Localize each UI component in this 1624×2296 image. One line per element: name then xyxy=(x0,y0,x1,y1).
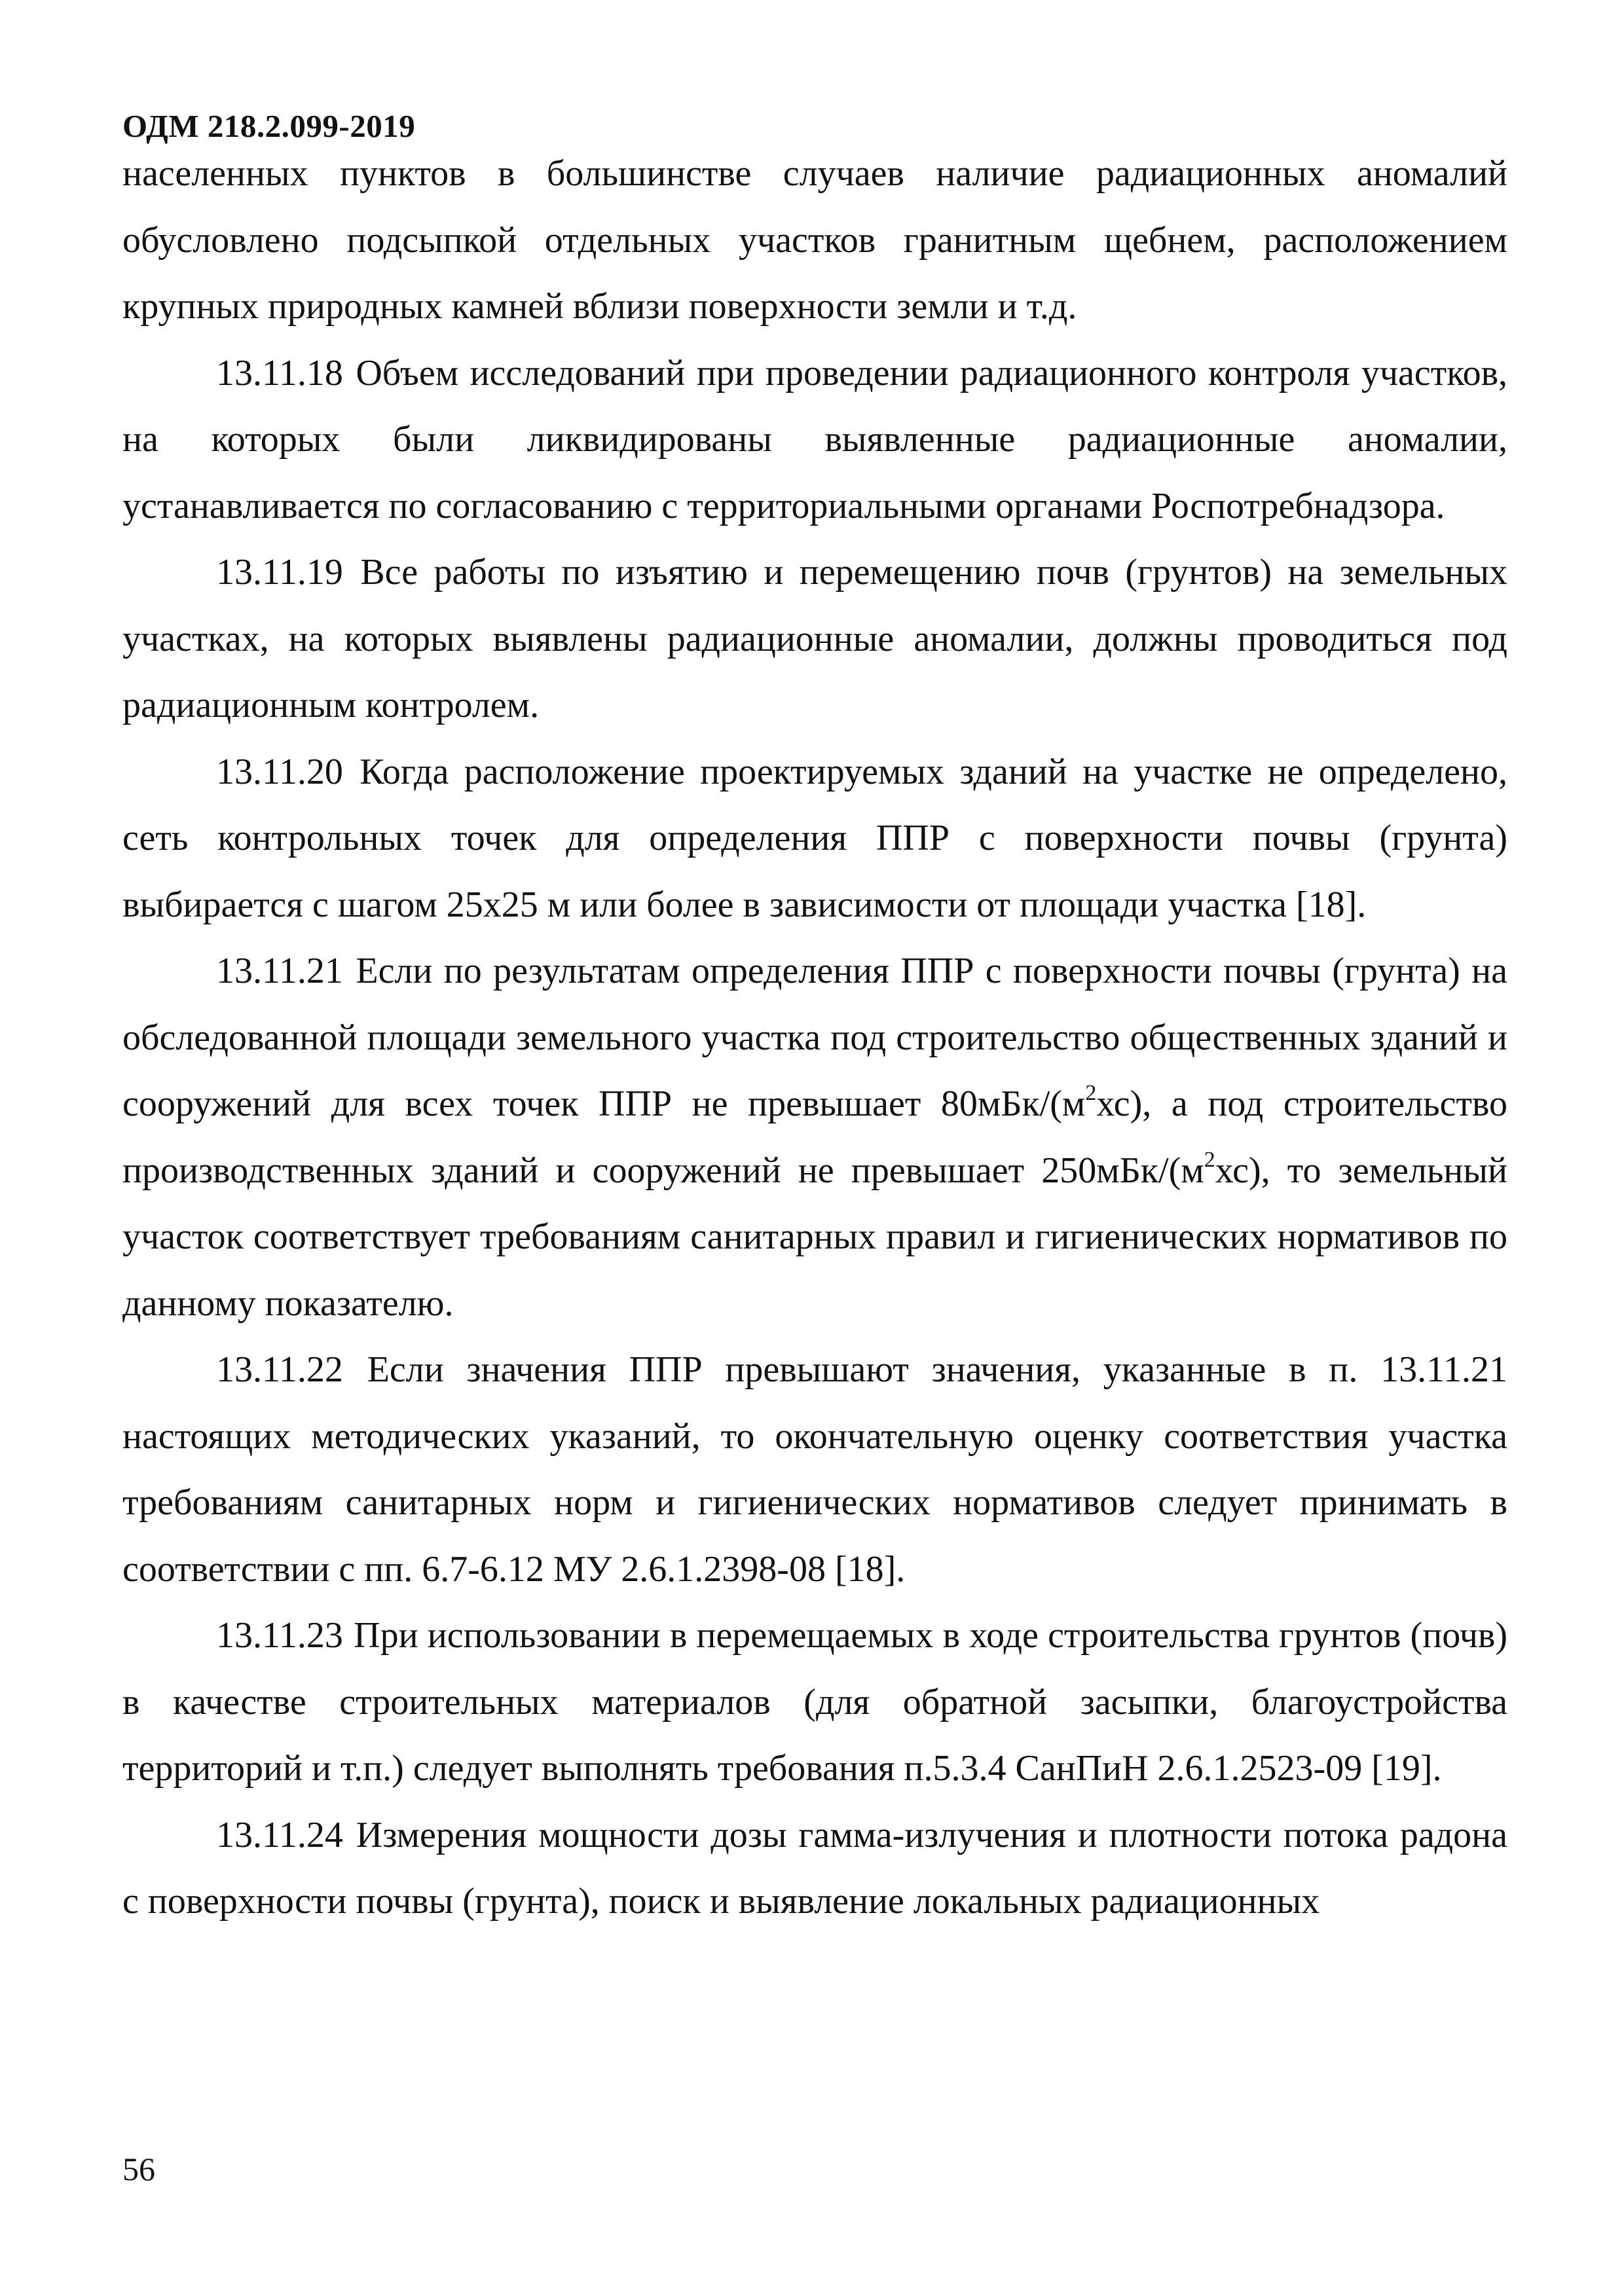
document-code-header: ОДМ 218.2.099-2019 xyxy=(122,108,416,144)
paragraph-number: 13.11.22 xyxy=(216,1349,343,1390)
paragraph-number: 13.11.21 xyxy=(216,951,343,991)
paragraph-13-11-20 xyxy=(122,739,1507,939)
paragraph-13-11-19 xyxy=(122,539,1507,739)
paragraph-text-part-a: Если по результатам определения ППР с поверхности почвы (грунта) на обследованной площади земельного участка под строительство общественных зданий и сооружений для всех точек ППР не превышает 80мБк/(м xyxy=(122,951,1508,1124)
paragraph-number: 13.11.24 xyxy=(216,1814,343,1855)
paragraph-text: При использовании в перемещаемых в ходе строительства грунтов (почв) в качестве строительных материалов (для обратной засыпки, благоустройства территорий и т.п.) следует выполнять требования п.5.3.4 СанПиН 2.6.1.2523-09 [19]. xyxy=(122,1615,1507,1789)
document-body xyxy=(122,141,1507,1935)
superscript-squared: 2 xyxy=(1085,1081,1097,1105)
superscript-squared: 2 xyxy=(1204,1147,1215,1172)
paragraph-text: населенных пунктов в большинстве случаев наличие радиационных аномалий обусловлено подсыпкой отдельных участков гранитным щебнем, расположением крупных природных камней вблизи поверхности земли и т.д. xyxy=(122,153,1507,327)
paragraph-text: Все работы по изъятию и перемещению почв (грунтов) на земельных участках, на которых выявлены радиационные аномалии, должны проводиться под радиационным контролем. xyxy=(122,552,1507,725)
paragraph-text: Когда расположение проектируемых зданий на участке не определено, сеть контрольных точек для определения ППР с поверхности почвы (грунта) выбирается с шагом 25x25 м или более в зависимости от площади участка [18]. xyxy=(122,751,1508,925)
paragraph-13-11-18 xyxy=(122,340,1507,540)
paragraph-number: 13.11.19 xyxy=(216,552,343,592)
paragraph-continuation xyxy=(122,141,1507,340)
paragraph-13-11-24 xyxy=(122,1802,1507,1935)
paragraph-13-11-21 xyxy=(122,938,1507,1337)
paragraph-number: 13.11.23 xyxy=(216,1615,343,1656)
paragraph-text: Если значения ППР превышают значения, указанные в п. 13.11.21 настоящих методических указаний, то окончательную оценку соответствия участка требованиям санитарных норм и гигиенических нормативов следует принимать в соответствии с пп. 6.7-6.12 МУ 2.6.1.2398-08 [18]. xyxy=(122,1349,1508,1590)
paragraph-number: 13.11.18 xyxy=(216,352,343,393)
paragraph-text: Измерения мощности дозы гамма-излучения и плотности потока радона с поверхности почвы (грунта), поиск и выявление локальных радиационных xyxy=(122,1814,1507,1922)
paragraph-13-11-23 xyxy=(122,1603,1507,1802)
paragraph-text: Объем исследований при проведении радиационного контроля участков, на которых были ликвидированы выявленные радиационные аномалии, устанавливается по согласованию с территориальными органами Роспотребнадзора. xyxy=(122,352,1508,526)
paragraph-13-11-22 xyxy=(122,1337,1507,1603)
paragraph-number: 13.11.20 xyxy=(216,751,343,792)
paragraph-text-part-b: хс), а под строительство производственных зданий и сооружений не превышает 250мБк/(м xyxy=(122,1084,1507,1191)
paragraph-text-part-c: хс), то земельный участок соответствует требованиям санитарных правил и гигиенических нормативов по данному показателю. xyxy=(122,1150,1507,1324)
page-number: 56 xyxy=(122,2151,155,2187)
